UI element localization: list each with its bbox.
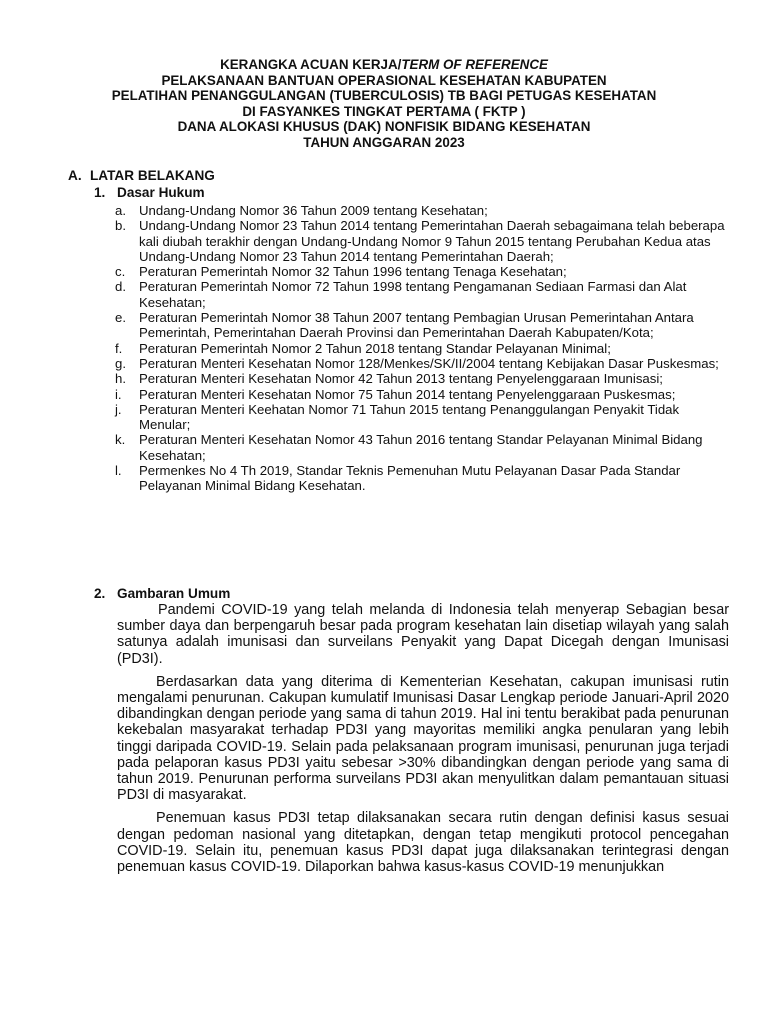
list-marker: c. [115,264,126,280]
title-line-2: PELAKSANAAN BANTUAN OPERASIONAL KESEHATAN KABUPATEN [161,72,607,88]
list-item [115,371,725,386]
list-item-text: Undang-Undang Nomor 23 Tahun 2014 tentang Pemerintahan Daerah sebagaimana telah beberapa kali diubah terakhir dengan Undang-Undang Nomor 9 Tahun 2015 tentang Perubahan Kedua atas Undang-Undang Nomor 23 Tahun 2014 tentang Pemerintahan Daerah; [139,218,725,264]
legal-basis-list [115,203,725,494]
list-item [115,264,725,279]
list-marker: i. [115,386,122,402]
list-item [115,356,725,371]
body-paragraph: Penemuan kasus PD3I tetap dilaksanakan secara rutin dengan definisi kasus sesuai dengan pedoman nasional yang ditetapkan, dengan tetap mengikuti protocol pencegahan COVID-19. Selain itu, penemuan kasus PD3I dapat juga dilaksanakan terintegrasi dengan penemuan kasus COVID-19. Dilaporkan bahwa kasus-kasus COVID-19 menunjukkan [117,810,729,876]
list-marker: j. [115,401,122,417]
document-title [0,57,768,151]
subsection-heading-gambaran-umum [94,586,230,602]
list-marker: g. [115,355,126,371]
list-item-text: Peraturan Pemerintah Nomor 2 Tahun 2018 tentang Standar Pelayanan Minimal; [139,340,611,356]
title-line-1-prefix: KERANGKA ACUAN KERJA/ [220,57,402,72]
title-line-5: DANA ALOKASI KHUSUS (DAK) NONFISIK BIDANG KESEHATAN [177,119,591,135]
body-paragraph: Berdasarkan data yang diterima di Kementerian Kesehatan, cakupan imunisasi rutin mengalami penurunan. Cakupan kumulatif Imunisasi Dasar Lengkap periode Januari-April 2020 dibandingkan dengan periode yang sama di tahun 2019. Hal ini tentu berakibat pada penurunan kekebalan masyarakat terhadap PD3I yang mayoritas memiliki angka penularan yang lebih tinggi daripada COVID-19. Selain pada pelaksanaan program imunisasi, penurunan juga terjadi pada pelaporan kasus PD3I yaitu sebesar >30% dibandingkan dengan periode yang sama di tahun 2019. Penurunan performa surveilans PD3I akan menyulitkan dalam pemantauan situasi PD3I di masyarakat. [117,673,729,804]
list-item [115,279,725,310]
list-marker: f. [115,340,123,356]
list-marker: d. [115,279,126,295]
list-marker: h. [115,371,126,387]
list-item-text: Peraturan Menteri Kesehatan Nomor 128/Menkes/SK/II/2004 tentang Kebijakan Dasar Puskesmas; [139,355,719,371]
subsection-title: Dasar Hukum [117,185,205,200]
list-item [115,387,725,402]
list-item-text: Peraturan Pemerintah Nomor 38 Tahun 2007 tentang Pembagian Urusan Pemerintahan Antara Pemerintah, Pemerintahan Daerah Provinsi dan Pemerintahan Daerah Kabupaten/Kota; [139,310,694,341]
list-item-text: Undang-Undang Nomor 36 Tahun 2009 tentang Kesehatan; [139,203,488,218]
subsection-heading-dasar-hukum [94,185,205,201]
list-item-text: Peraturan Pemerintah Nomor 72 Tahun 1998 tentang Pengamanan Sediaan Farmasi dan Alat Kesehatan; [139,279,687,310]
gambaran-umum-body [117,602,729,882]
list-item [115,341,725,356]
list-marker: e. [115,310,126,326]
list-item [115,432,725,463]
subsection-number: 1. [94,185,106,200]
section-letter: A. [68,168,82,183]
list-item-text: Peraturan Menteri Keehatan Nomor 71 Tahun 2015 tentang Penanggulangan Penyakit Tidak Menular; [139,401,680,433]
section-title: LATAR BELAKANG [90,168,215,183]
title-line-3: PELATIHAN PENANGGULANGAN (TUBERCULOSIS) TB BAGI PETUGAS KESEHATAN [111,88,657,104]
list-item [115,402,725,433]
list-marker: k. [115,432,126,448]
subsection-number: 2. [94,586,106,601]
list-item-text: Peraturan Menteri Kesehatan Nomor 43 Tahun 2016 tentang Standar Pelayanan Minimal Bidang Kesehatan; [139,432,703,463]
list-marker: a. [115,203,126,218]
list-marker: l. [115,463,122,479]
list-item-text: Peraturan Menteri Kesehatan Nomor 42 Tahun 2013 tentang Penyelenggaraan Imunisasi; [139,371,663,387]
title-line-1-italic: TERM OF REFERENCE [401,57,548,72]
title-line-4: DI FASYANKES TINGKAT PERTAMA ( FKTP ) [242,103,526,119]
list-item-text: Permenkes No 4 Th 2019, Standar Teknis Pemenuhan Mutu Pelayanan Dasar Pada Standar Pelayanan Minimal Bidang Kesehatan. [139,463,681,494]
list-item [115,463,725,494]
list-item-text: Peraturan Menteri Kesehatan Nomor 75 Tahun 2014 tentang Penyelenggaraan Puskesmas; [139,386,676,402]
list-item-text: Peraturan Pemerintah Nomor 32 Tahun 1996 tentang Tenaga Kesehatan; [139,264,567,280]
list-item [115,218,725,264]
list-marker: b. [115,218,126,234]
title-line-6: TAHUN ANGGARAN 2023 [303,134,465,150]
section-heading-latar-belakang [68,168,215,184]
list-item [115,203,725,218]
subsection-title: Gambaran Umum [117,586,231,601]
title-line-1 [0,57,768,73]
list-item [115,310,725,341]
body-paragraph: Pandemi COVID-19 yang telah melanda di Indonesia telah menyerap Sebagian besar sumber daya dan berpengaruh besar pada program kesehatan lain disetiap wilayah yang salah satunya adalah imunisasi dan surveilans Penyakit yang Dapat Dicegah dengan Imunisasi (PD3I). [117,602,729,667]
